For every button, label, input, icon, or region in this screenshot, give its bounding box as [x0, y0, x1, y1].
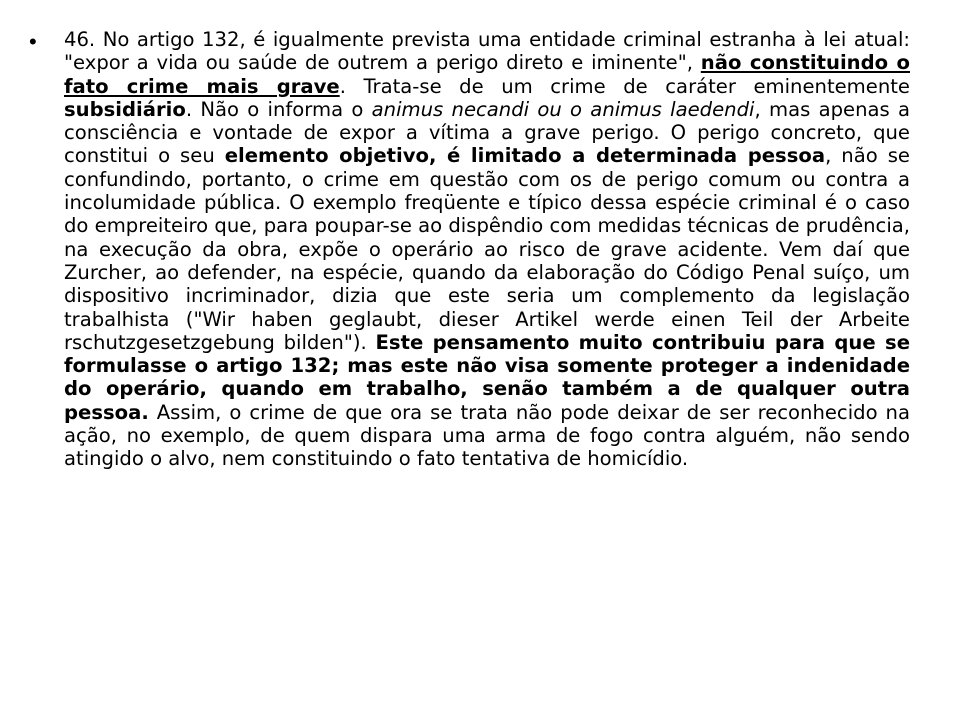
text-segment-10: Assim, o crime de que ora se trata não pode deixar de ser reconhecido na ação, no exemplo, de quem dispara uma arma de fogo contra alguém, não sendo atingido o alvo, nem constituindo o fato tentativa de homicídio.: [64, 400, 910, 471]
text-segment-1-underlined: não constituindo o fato crime mais grave: [64, 51, 910, 98]
body-paragraph: [36, 28, 910, 471]
text-segment-8: , não se confundindo, portanto, o crime em questão com os de perigo comum ou contra a incolumidade pública. O exemplo freqüente e típico dessa espécie criminal é o caso do empreiteiro que, para poupar-se ao dispêndio com medidas técnicas de prudência, na execução da obra, expõe o operário ao risco de grave acidente. Vem daí que Zurcher, ao defender, na espécie, quando da elaboração do Código Penal suíço, um dispositivo incriminador, dizia que este seria um complemento da legislação trabalhista ("Wir haben geglaubt, dieser Artikel werde einen Teil der Arbeite rschutzgesetzgebung bilden").: [64, 144, 911, 354]
text-segment-3-bold: subsidiário: [64, 97, 186, 121]
bullet-point: •: [29, 29, 37, 54]
text-segment-5-italic: animus necandi ou o animus laedendi: [371, 97, 755, 121]
bullet-item: [29, 28, 911, 471]
text-segment-2: . Trata-se de um crime de caráter eminentemente: [339, 74, 910, 98]
text-segment-9-bold: Este pensamento muito contribuiu para que se formulasse o artigo 132; mas este não visa somente proteger a indenidade do operário, quando em trabalho, senão também a de qualquer outra pessoa.: [64, 330, 910, 424]
text-segment-4: . Não o informa o: [185, 97, 372, 121]
text-segment-0: 46. No artigo 132, é igualmente prevista uma entidade criminal estranha à lei atual: "expor a vida ou saúde de outrem a perigo direto e iminente",: [64, 28, 910, 75]
text-segment-6: , mas apenas a consciência e vontade de expor a vítima a grave perigo. O perigo concreto, que constitui o seu: [64, 97, 910, 168]
text-segment-7-bold: elemento objetivo, é limitado a determinada pessoa: [224, 144, 826, 168]
